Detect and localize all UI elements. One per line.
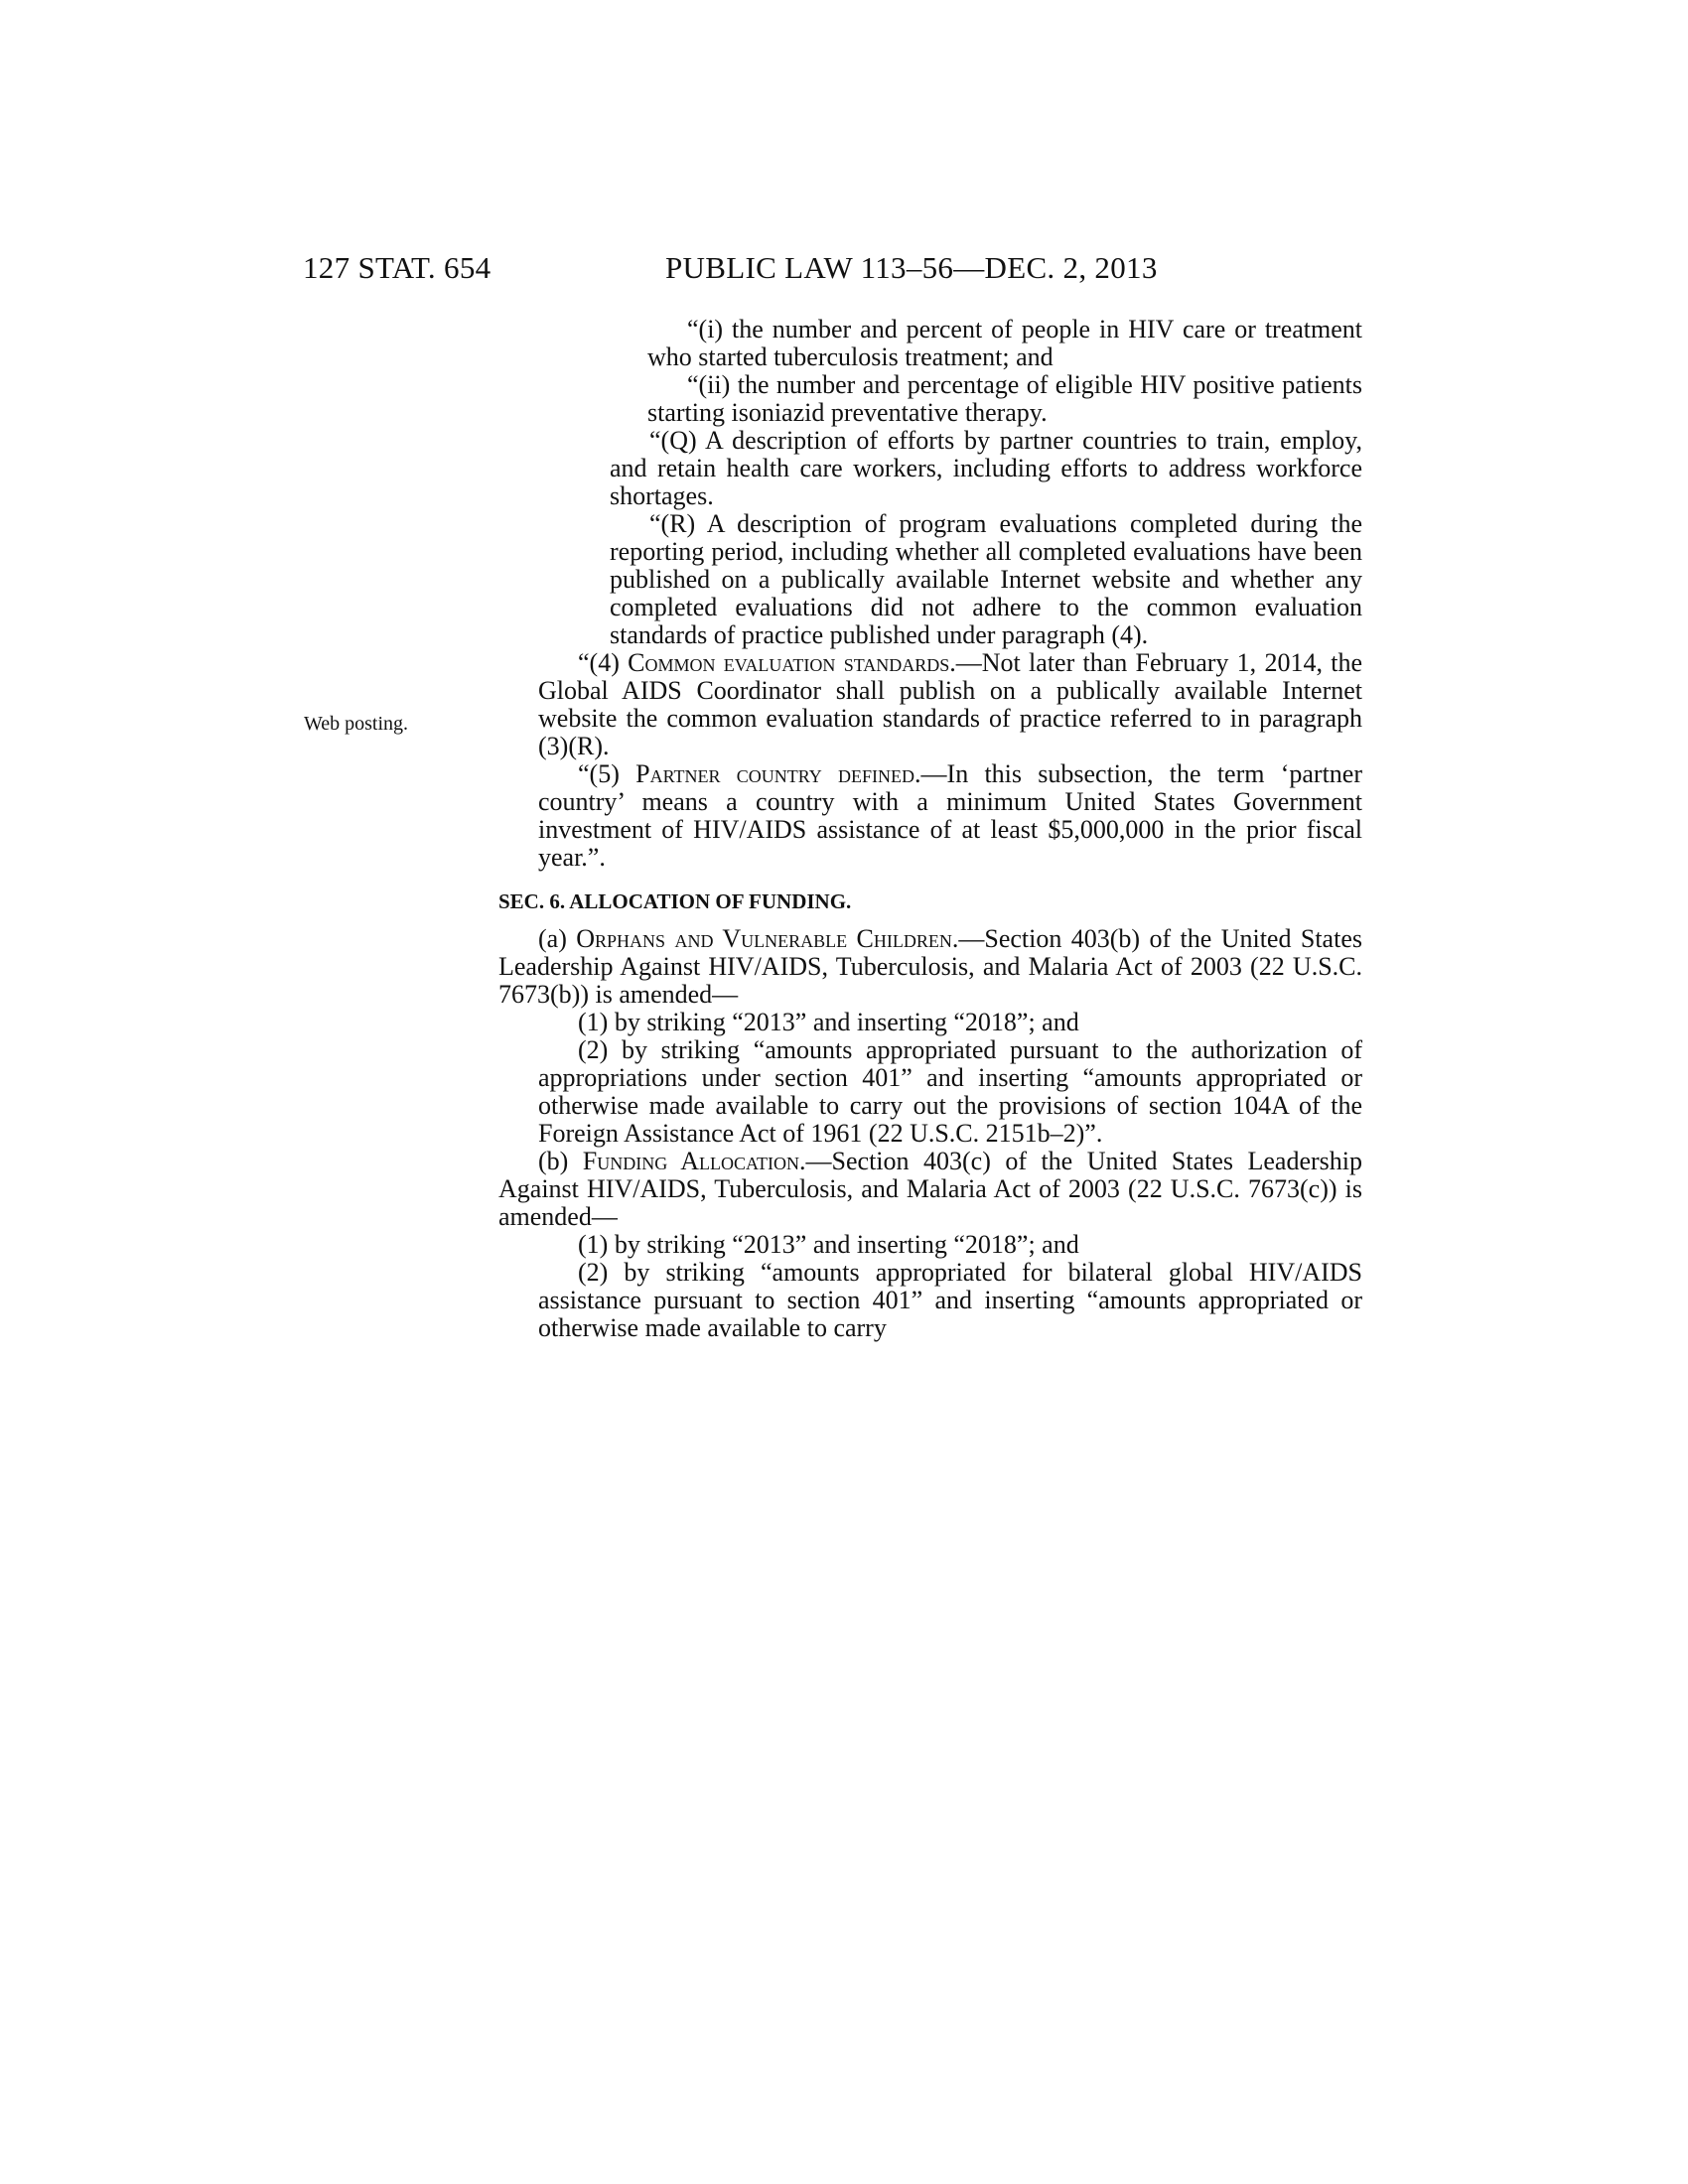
subsection-b: [498, 1148, 1362, 1231]
subsection-a: [498, 925, 1362, 1009]
section-heading: SEC. 6. ALLOCATION OF FUNDING.: [498, 889, 852, 913]
paragraph-4-prefix: “(4): [578, 648, 629, 677]
paragraph-5-heading: Partner country defined: [635, 759, 915, 788]
clause-i: [498, 316, 1362, 371]
subsection-a-item-1-text: (1) by striking “2013” and inserting “2018”; and: [578, 1008, 1079, 1036]
subparagraph-r: [498, 510, 1362, 649]
running-header: PUBLIC LAW 113–56—DEC. 2, 2013: [665, 250, 1158, 285]
subparagraph-r-text: “(R) A description of program evaluations completed during the reporting period, including whether all completed evaluations have been published on a publically available Internet website and whether any completed evaluations did not adhere to the common evaluation standards of practice published under paragraph (4).: [610, 509, 1362, 649]
subsection-b-text: .—Section 403(c) of the United States Leadership Against HIV/AIDS, Tuberculosis, and Malaria Act of 2003 (22 U.S.C. 7673(c)) is amended—: [498, 1147, 1362, 1231]
subsection-b-prefix: (b): [538, 1147, 583, 1175]
paragraph-4: [498, 649, 1362, 760]
subsection-a-heading: Orphans and Vulnerable Children: [576, 924, 952, 953]
subsection-b-item-2-text: (2) by striking “amounts appropriated for bilateral global HIV/AIDS assistance pursuant to section 401” and inserting “amounts appropriated or otherwise made available to carry: [538, 1258, 1362, 1342]
subsection-a-item-1: [498, 1009, 1362, 1036]
clause-i-text: “(i) the number and percent of people in HIV care or treatment who started tuberculosis treatment; and: [647, 315, 1362, 371]
clause-ii: [498, 371, 1362, 427]
subsection-a-item-2-text: (2) by striking “amounts appropriated pursuant to the authorization of appropriations under section 401” and inserting “amounts appropriated or otherwise made available to carry out the provisions of section 104A of the Foreign Assistance Act of 1961 (22 U.S.C. 2151b–2)”.: [538, 1035, 1362, 1148]
subparagraph-q: [498, 427, 1362, 510]
subsection-b-item-1-text: (1) by striking “2013” and inserting “2018”; and: [578, 1230, 1079, 1259]
paragraph-4-heading: Common evaluation standards: [628, 648, 950, 677]
paragraph-5-prefix: “(5): [578, 759, 636, 788]
statute-page-number: 127 STAT. 654: [303, 250, 492, 285]
subsection-a-prefix: (a): [538, 924, 577, 953]
subsection-a-item-2: [498, 1036, 1362, 1148]
paragraph-5: [498, 760, 1362, 872]
subsection-a-text: .—Section 403(b) of the United States Leadership Against HIV/AIDS, Tuberculosis, and Malaria Act of 2003 (22 U.S.C. 7673(b)) is amended—: [498, 924, 1362, 1009]
clause-ii-text: “(ii) the number and percentage of eligible HIV positive patients starting isoniazid preventative therapy.: [647, 370, 1362, 427]
subsection-b-heading: Funding Allocation: [582, 1147, 800, 1175]
paragraph-5-text: .—In this subsection, the term ‘partner country’ means a country with a minimum United States Government investment of HIV/AIDS assistance of at least $5,000,000 in the prior fiscal year.”.: [538, 759, 1362, 872]
document-body: [498, 316, 1362, 1342]
subsection-b-item-1: [498, 1231, 1362, 1259]
subparagraph-q-text: “(Q) A description of efforts by partner countries to train, employ, and retain health care workers, including efforts to address workforce shortages.: [610, 426, 1362, 510]
subsection-b-item-2: [498, 1259, 1362, 1342]
margin-note: Web posting.: [304, 713, 409, 735]
paragraph-4-text: .—Not later than February 1, 2014, the Global AIDS Coordinator shall publish on a publically available Internet website the common evaluation standards of practice referred to in paragraph (3)(R).: [538, 648, 1362, 760]
